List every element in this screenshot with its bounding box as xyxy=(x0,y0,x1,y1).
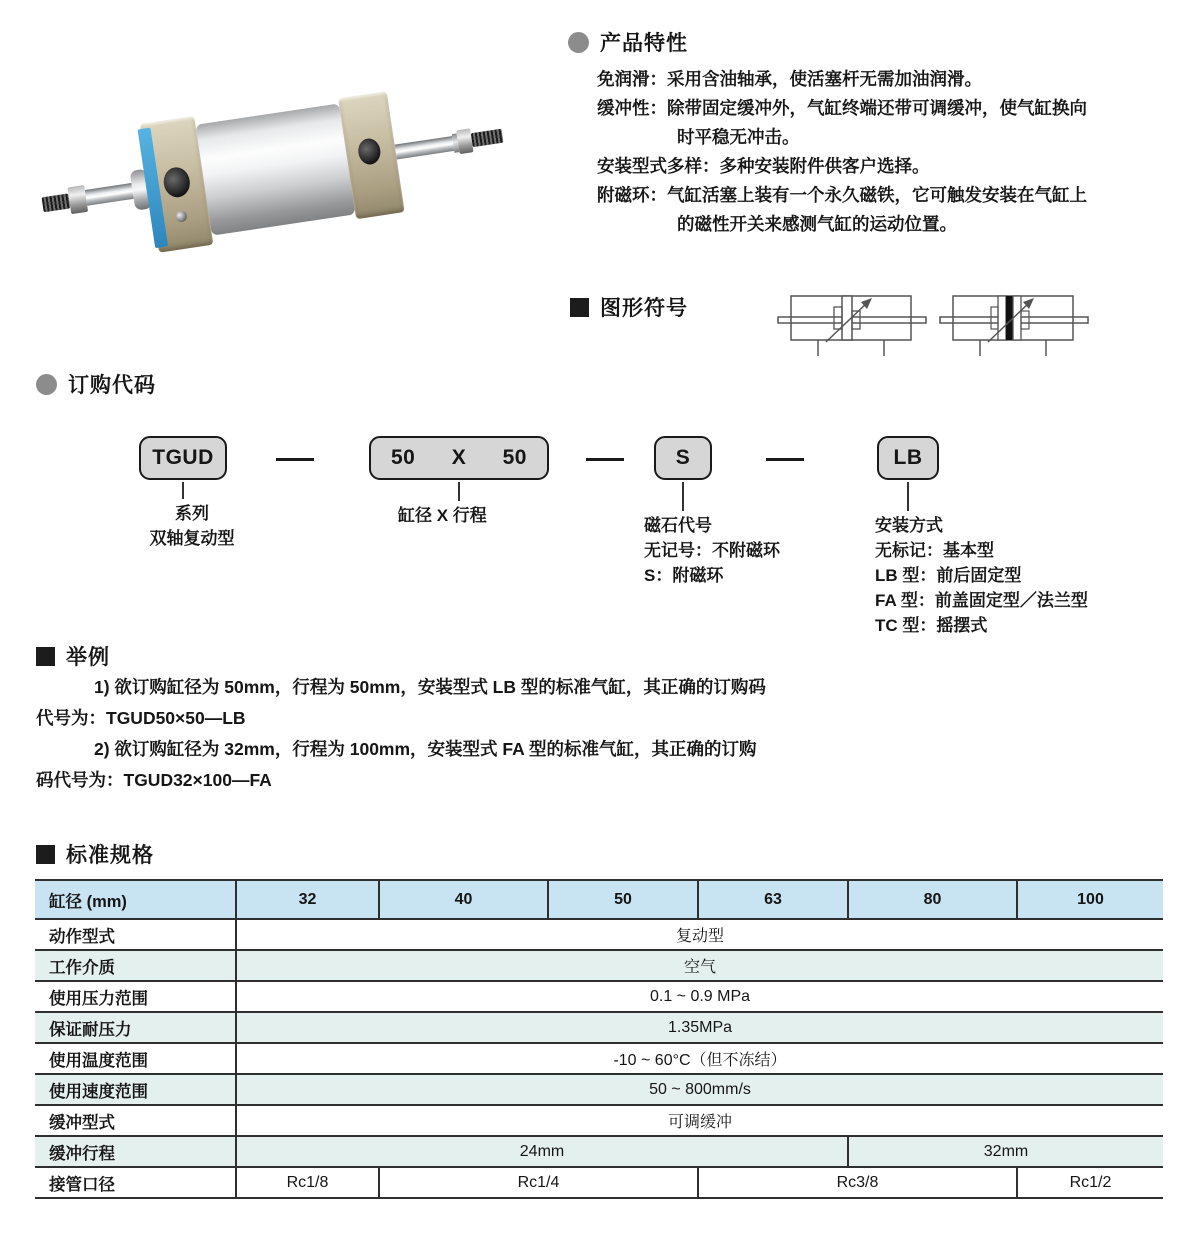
screw-head xyxy=(175,210,188,223)
spec-row-label: 使用速度范围 xyxy=(35,1074,236,1105)
spec-cell: Rc3/8 xyxy=(698,1167,1017,1198)
spec-row-label: 缓冲型式 xyxy=(35,1105,236,1136)
magnet-callout xyxy=(644,513,780,588)
example-line: 代号为：TGUD50×50—LB xyxy=(36,708,246,728)
square-bullet-icon xyxy=(36,647,55,666)
feature-line: 缓冲性：除带固定缓冲外，气缸终端还带可调缓冲，使气缸换向 xyxy=(597,98,1087,118)
spec-row-label: 使用温度范围 xyxy=(35,1043,236,1074)
size-sep: X xyxy=(451,446,467,469)
features-title: 产品特性 xyxy=(600,32,688,55)
spec-cell: Rc1/8 xyxy=(236,1167,379,1198)
spec-table xyxy=(35,879,1163,1199)
port-hole xyxy=(162,166,192,200)
code-box-size xyxy=(369,436,549,480)
spec-cell: 0.1 ~ 0.9 MPa xyxy=(236,981,1163,1012)
spec-cell: 1.35MPa xyxy=(236,1012,1163,1043)
callout-line-text: 双轴复动型 xyxy=(149,529,235,548)
callout-line-text: LB 型：前后固定型 xyxy=(875,566,1022,585)
spec-row xyxy=(35,1136,1163,1167)
bore-column: 32 xyxy=(236,880,379,919)
spec-row xyxy=(35,1012,1163,1043)
spec-row xyxy=(35,1074,1163,1105)
spec-cell: 空气 xyxy=(236,950,1163,981)
spec-row-label: 使用压力范围 xyxy=(35,981,236,1012)
spec-cell: 32mm xyxy=(848,1136,1163,1167)
callout-line xyxy=(682,482,684,511)
rod-thread-right xyxy=(470,129,503,147)
feature-line: 的磁性开关来感测气缸的运动位置。 xyxy=(677,214,957,234)
spec-header-row xyxy=(35,880,1163,919)
callout-line xyxy=(182,482,184,499)
stroke-value: 50 xyxy=(502,446,527,469)
spec-row xyxy=(35,981,1163,1012)
callout-line-text: 磁石代号 xyxy=(644,516,712,535)
bore-column: 63 xyxy=(698,880,848,919)
examples-header xyxy=(36,641,110,671)
spec-row-label: 保证耐压力 xyxy=(35,1012,236,1043)
callout-line-text: FA 型：前盖固定型／法兰型 xyxy=(875,591,1088,610)
spec-row xyxy=(35,1043,1163,1074)
example-line: 码代号为：TGUD32×100—FA xyxy=(36,770,272,790)
code-box-series: TGUD xyxy=(139,436,227,480)
square-bullet-icon xyxy=(570,298,589,317)
spec-cell: -10 ~ 60°C（但不冻结） xyxy=(236,1043,1163,1074)
feature-line: 附磁环：气缸活塞上装有一个永久磁铁，它可触发安装在气缸上 xyxy=(597,185,1087,205)
callout-line-text: TC 型：摇摆式 xyxy=(875,616,988,635)
example-line: 1) 欲订购缸径为 50mm，行程为 50mm，安装型式 LB 型的标准气缸，其正确的订购码 xyxy=(94,677,766,697)
ordering-title: 订购代码 xyxy=(68,374,156,397)
code-dash xyxy=(586,458,624,461)
spec-cell: 复动型 xyxy=(236,919,1163,950)
feature-line: 免润滑：采用含油轴承，使活塞杆无需加油润滑。 xyxy=(597,69,982,89)
spec-row xyxy=(35,919,1163,950)
spec-row-label: 缸径 (mm) xyxy=(35,880,236,919)
piston-rod-left xyxy=(85,183,135,206)
code-box-mount: LB xyxy=(877,436,939,480)
callout-line-text: 无标记：基本型 xyxy=(875,541,994,560)
example-line: 2) 欲订购缸径为 32mm，行程为 100mm，安装型式 FA 型的标准气缸，其正确的订购 xyxy=(94,739,757,759)
symbols-title: 图形符号 xyxy=(600,297,688,320)
spec-cell: 可调缓冲 xyxy=(236,1105,1163,1136)
examples-title: 举例 xyxy=(66,646,110,669)
symbols-header xyxy=(570,292,688,322)
piston-rod-right xyxy=(394,136,454,160)
bore-column: 80 xyxy=(848,880,1017,919)
product-photo xyxy=(40,72,505,267)
callout-line-text: 无记号：不附磁环 xyxy=(644,541,780,560)
features-lines xyxy=(597,65,1186,239)
cylinder-illustration xyxy=(32,66,513,273)
cylinder-symbol-magnetic-icon xyxy=(938,286,1090,360)
spec-row xyxy=(35,1167,1163,1198)
callout-line-text: 安装方式 xyxy=(875,516,943,535)
spec-cell: Rc1/4 xyxy=(379,1167,698,1198)
spec-cell: 50 ~ 800mm/s xyxy=(236,1074,1163,1105)
spec-row xyxy=(35,950,1163,981)
spec-row-label: 工作介质 xyxy=(35,950,236,981)
callout-line-text: S：附磁环 xyxy=(644,566,724,585)
square-bullet-icon xyxy=(36,845,55,864)
spec-row xyxy=(35,1105,1163,1136)
mount-callout xyxy=(875,513,1088,638)
cylinder-symbol-standard-icon xyxy=(776,286,928,360)
spec-cell: 24mm xyxy=(236,1136,848,1167)
callout-line-text: 系列 xyxy=(175,504,209,523)
callout-line xyxy=(458,482,460,501)
code-box-magnet: S xyxy=(654,436,712,480)
size-callout xyxy=(398,503,487,528)
code-dash xyxy=(766,458,804,461)
hex-nut-right xyxy=(456,128,473,154)
spec-row-label: 动作型式 xyxy=(35,919,236,950)
code-dash xyxy=(276,458,314,461)
callout-line xyxy=(907,482,909,511)
feature-line: 安装型式多样：多种安装附件供客户选择。 xyxy=(597,156,930,176)
spec-header xyxy=(36,839,154,869)
features-section xyxy=(568,27,1186,239)
callout-line-text: 缸径 X 行程 xyxy=(398,506,487,525)
spec-row-label: 缓冲行程 xyxy=(35,1136,236,1167)
bore-column: 40 xyxy=(379,880,548,919)
spec-row-label: 接管口径 xyxy=(35,1167,236,1198)
series-callout xyxy=(126,501,258,551)
bore-column: 100 xyxy=(1017,880,1163,919)
features-header xyxy=(568,27,1186,57)
ordering-header xyxy=(36,369,156,399)
bore-column: 50 xyxy=(548,880,698,919)
bore-value: 50 xyxy=(391,446,416,469)
spec-title: 标准规格 xyxy=(66,844,154,867)
port-hole xyxy=(356,137,382,166)
spec-cell: Rc1/2 xyxy=(1017,1167,1163,1198)
feature-line: 时平稳无冲击。 xyxy=(677,127,800,147)
circle-bullet-icon xyxy=(568,32,589,53)
examples-section xyxy=(36,672,866,796)
rod-thread-left xyxy=(41,193,70,212)
cylinder-barrel xyxy=(195,104,355,236)
circle-bullet-icon xyxy=(36,374,57,395)
